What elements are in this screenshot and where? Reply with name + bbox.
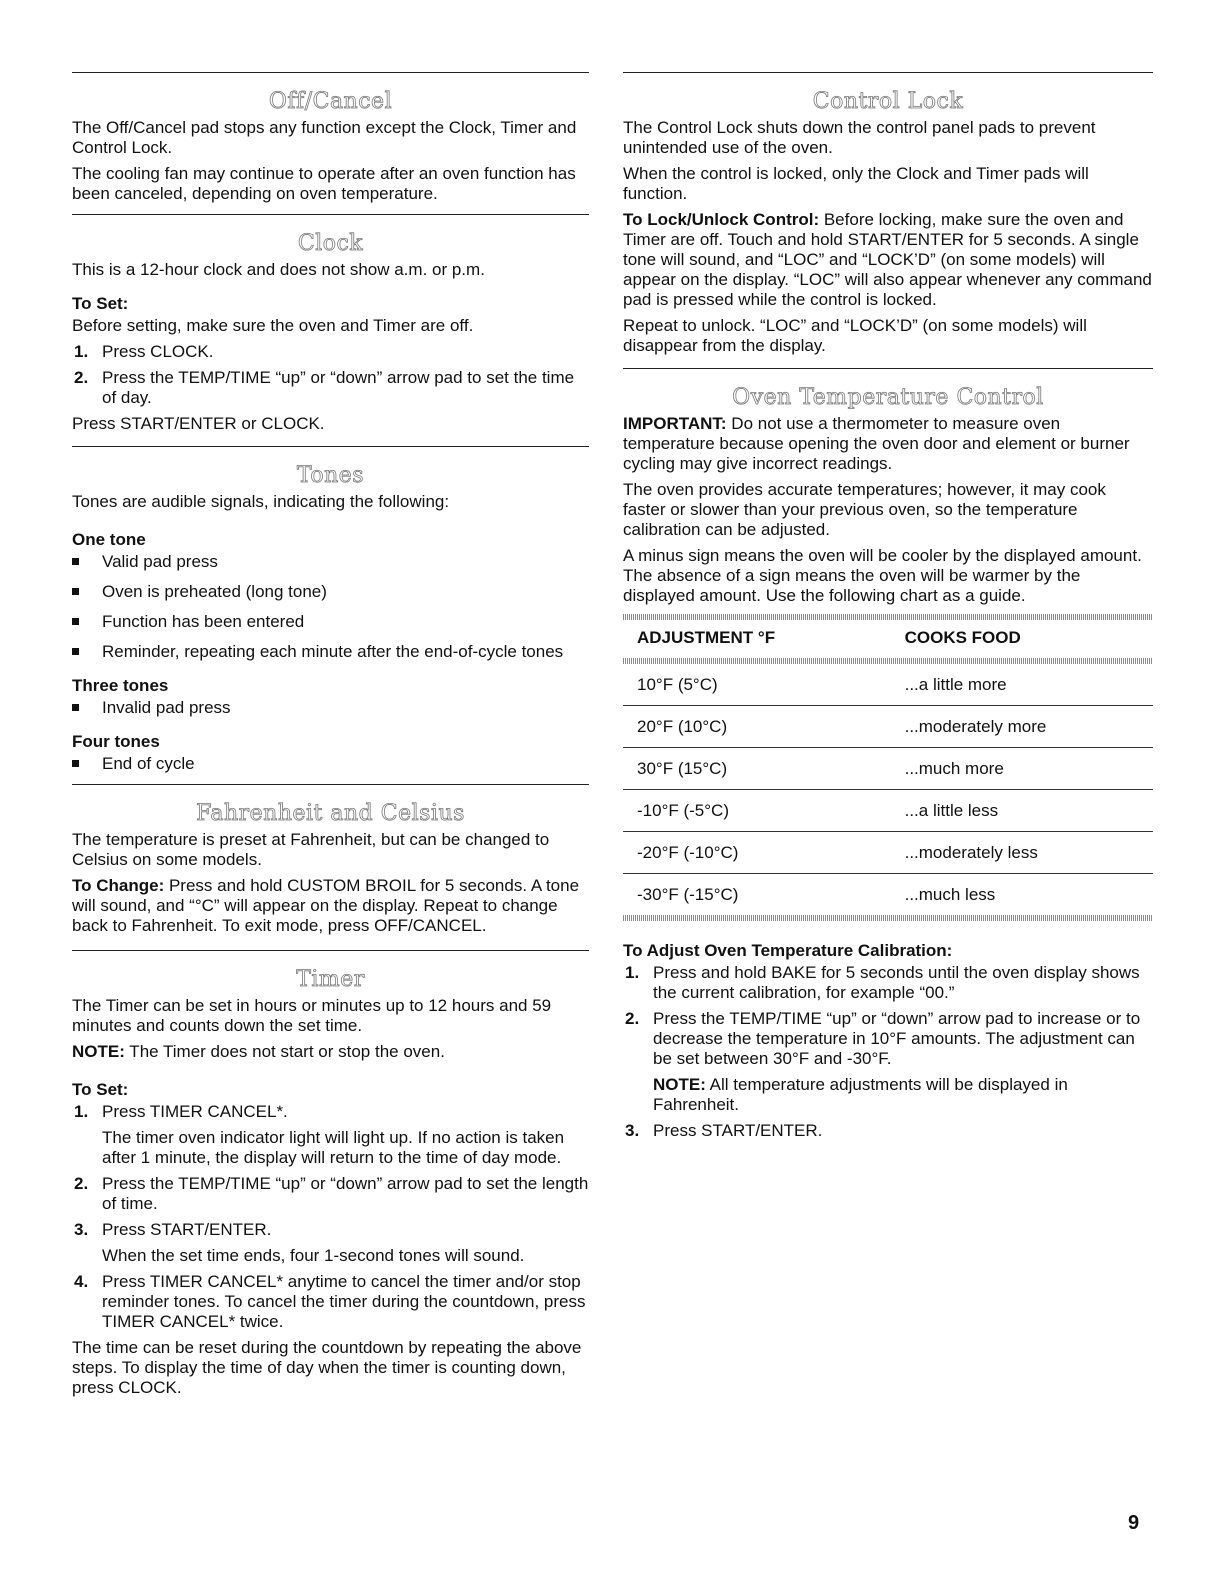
control-lock-section	[623, 72, 1153, 356]
off-cancel-paragraph: The Off/Cancel pad stops any function except the Clock, Timer and Control Lock.	[72, 118, 577, 157]
adjustment-table-body	[623, 664, 1153, 915]
list-item: Function has been entered	[72, 612, 589, 632]
control-lock-paragraph: When the control is locked, only the Clock and Timer pads will function.	[623, 164, 1089, 203]
table-header	[623, 620, 1153, 658]
tones-heading: Tones	[296, 463, 365, 488]
tones-intro: Tones are audible signals, indicating the following:	[72, 492, 450, 511]
oven-temp-paragraph: A minus sign means the oven will be cooler by the displayed amount. The absence of a sign means the oven will be warmer by the displayed amount. Use the following chart as a guide.	[623, 546, 1142, 605]
table-header-cooks-food: COOKS FOOD	[904, 628, 1021, 647]
bullet-icon	[72, 618, 79, 625]
timer-heading: Timer	[296, 967, 365, 992]
four-tones-heading: Four tones	[72, 732, 160, 751]
one-tone-heading: One tone	[72, 530, 146, 549]
timer-paragraph: The time can be reset during the countdown by repeating the above steps. To display the time of day when the timer is counting down, press CLOCK.	[72, 1338, 582, 1397]
calibration-note: NOTE: All temperature adjustments will be displayed in Fahrenheit.	[653, 1075, 1068, 1114]
control-lock-paragraph: Repeat to unlock. “LOC” and “LOCK’D” (on some models) will disappear from the display.	[623, 316, 1087, 355]
bullet-icon	[72, 648, 79, 655]
section-divider	[72, 784, 589, 785]
section-divider	[72, 950, 589, 951]
list-item: 1. Press CLOCK.	[74, 342, 214, 361]
clock-paragraph: This is a 12-hour clock and does not show a.m. or p.m.	[72, 260, 485, 279]
table-row: 30°F (15°C) ...much more	[623, 748, 1153, 790]
bullet-icon	[72, 760, 79, 767]
adjustment-table	[623, 620, 1153, 658]
timer-note: NOTE: The Timer does not start or stop the oven.	[72, 1042, 445, 1061]
off-cancel-heading: Off/Cancel	[268, 89, 393, 114]
clock-steps	[72, 342, 589, 408]
list-item: 4. Press TIMER CANCEL* anytime to cancel the timer and/or stop reminder tones. To cancel the timer during the countdown, press TIMER CANCEL* twice.	[74, 1272, 586, 1331]
table-row: 10°F (5°C) ...a little more	[623, 664, 1153, 706]
control-lock-instructions: To Lock/Unlock Control: Before locking, make sure the oven and Timer are off. Touch and hold START/ENTER for 5 seconds. A single tone will sound, and “LOC” and “LOCK’D” (on some models) will appear on the display. “LOC” will also appear whenever any command pad is pressed while the control is locked.	[623, 210, 1152, 309]
clock-section	[72, 214, 589, 434]
tones-section	[72, 446, 589, 774]
list-item: Valid pad press	[72, 552, 589, 572]
fahrenheit-to-change: To Change: Press and hold CUSTOM BROIL for 5 seconds. A tone will sound, and “°C” will appear on the display. Repeat to change back to Fahrenheit. To exit mode, press OFF/CANCEL.	[72, 876, 580, 935]
page-number: 9	[1128, 1512, 1140, 1534]
section-divider	[72, 72, 589, 73]
list-item: 2. Press the TEMP/TIME “up” or “down” arrow pad to set the length of time.	[74, 1174, 589, 1213]
oven-temp-section	[623, 368, 1153, 1141]
control-lock-heading: Control Lock	[812, 89, 964, 114]
list-item: End of cycle	[72, 754, 589, 774]
right-column	[623, 72, 1153, 1147]
clock-heading: Clock	[297, 231, 364, 256]
three-tones-heading: Three tones	[72, 676, 169, 695]
oven-temp-paragraph: The oven provides accurate temperatures; however, it may cook faster or slower than your previous oven, so the temperature calibration can be adjusted.	[623, 480, 1106, 539]
fahrenheit-heading: Fahrenheit and Celsius	[196, 801, 465, 826]
off-cancel-section	[72, 72, 589, 204]
section-divider	[623, 368, 1153, 369]
timer-steps	[72, 1102, 589, 1332]
one-tone-list	[72, 552, 589, 662]
section-divider	[72, 214, 589, 215]
list-item: 1. Press TIMER CANCEL*. The timer oven indicator light will light up. If no action is taken after 1 minute, the display will return to the time of day mode.	[74, 1102, 565, 1167]
oven-temp-heading: Oven Temperature Control	[732, 385, 1044, 410]
fahrenheit-section	[72, 784, 589, 936]
clock-paragraph: Press START/ENTER or CLOCK.	[72, 414, 325, 433]
calibration-steps	[623, 963, 1153, 1141]
bullet-icon	[72, 588, 79, 595]
section-divider	[72, 446, 589, 447]
bullet-icon	[72, 558, 79, 565]
oven-temp-important: IMPORTANT: Do not use a thermometer to measure oven temperature because opening the oven door and element or burner cycling may give incorrect readings.	[623, 414, 1130, 473]
timer-paragraph: The Timer can be set in hours or minutes up to 12 hours and 59 minutes and counts down the set time.	[72, 996, 552, 1035]
list-item: Reminder, repeating each minute after the end-of-cycle tones	[72, 642, 589, 662]
table-row: 20°F (10°C) ...moderately more	[623, 706, 1153, 748]
section-divider	[623, 72, 1153, 73]
table-bottom-band	[623, 915, 1153, 921]
bullet-icon	[72, 704, 79, 711]
list-item: 1. Press and hold BAKE for 5 seconds until the oven display shows the current calibration, for example “00.”	[625, 963, 1140, 1002]
list-item: 2. Press the TEMP/TIME “up” or “down” arrow pad to increase or to decrease the temperature in 10°F amounts. The adjustment can be set between 30°F and -30°F. NOTE: All temperature adjustments will be displayed in Fahrenheit.	[623, 1009, 1153, 1115]
table-header-adjustment: ADJUSTMENT °F	[637, 628, 776, 647]
table-row: -10°F (-5°C) ...a little less	[623, 790, 1153, 832]
fahrenheit-paragraph: The temperature is preset at Fahrenheit, but can be changed to Celsius on some models.	[72, 830, 550, 869]
list-item: 3. Press START/ENTER. When the set time ends, four 1-second tones will sound.	[74, 1220, 525, 1265]
control-lock-paragraph: The Control Lock shuts down the control panel pads to prevent unintended use of the oven.	[623, 118, 1096, 157]
list-item: Invalid pad press	[72, 698, 589, 718]
adjust-calibration-heading: To Adjust Oven Temperature Calibration:	[623, 941, 953, 960]
table-row: -20°F (-10°C) ...moderately less	[623, 832, 1153, 874]
timer-section	[72, 950, 589, 1398]
clock-to-set-heading: To Set:	[72, 294, 129, 313]
left-column	[72, 72, 589, 1404]
list-item: 3. Press START/ENTER.	[625, 1121, 823, 1140]
list-item: Oven is preheated (long tone)	[72, 582, 589, 602]
table-row: -30°F (-15°C) ...much less	[637, 885, 996, 904]
three-tones-list	[72, 698, 589, 718]
timer-to-set-heading: To Set:	[72, 1080, 129, 1099]
list-item: 2. Press the TEMP/TIME “up” or “down” arrow pad to set the time of day.	[74, 368, 575, 407]
four-tones-list	[72, 754, 589, 774]
off-cancel-paragraph: The cooling fan may continue to operate after an oven function has been canceled, depending on oven temperature.	[72, 164, 576, 203]
clock-paragraph: Before setting, make sure the oven and Timer are off.	[72, 316, 474, 335]
